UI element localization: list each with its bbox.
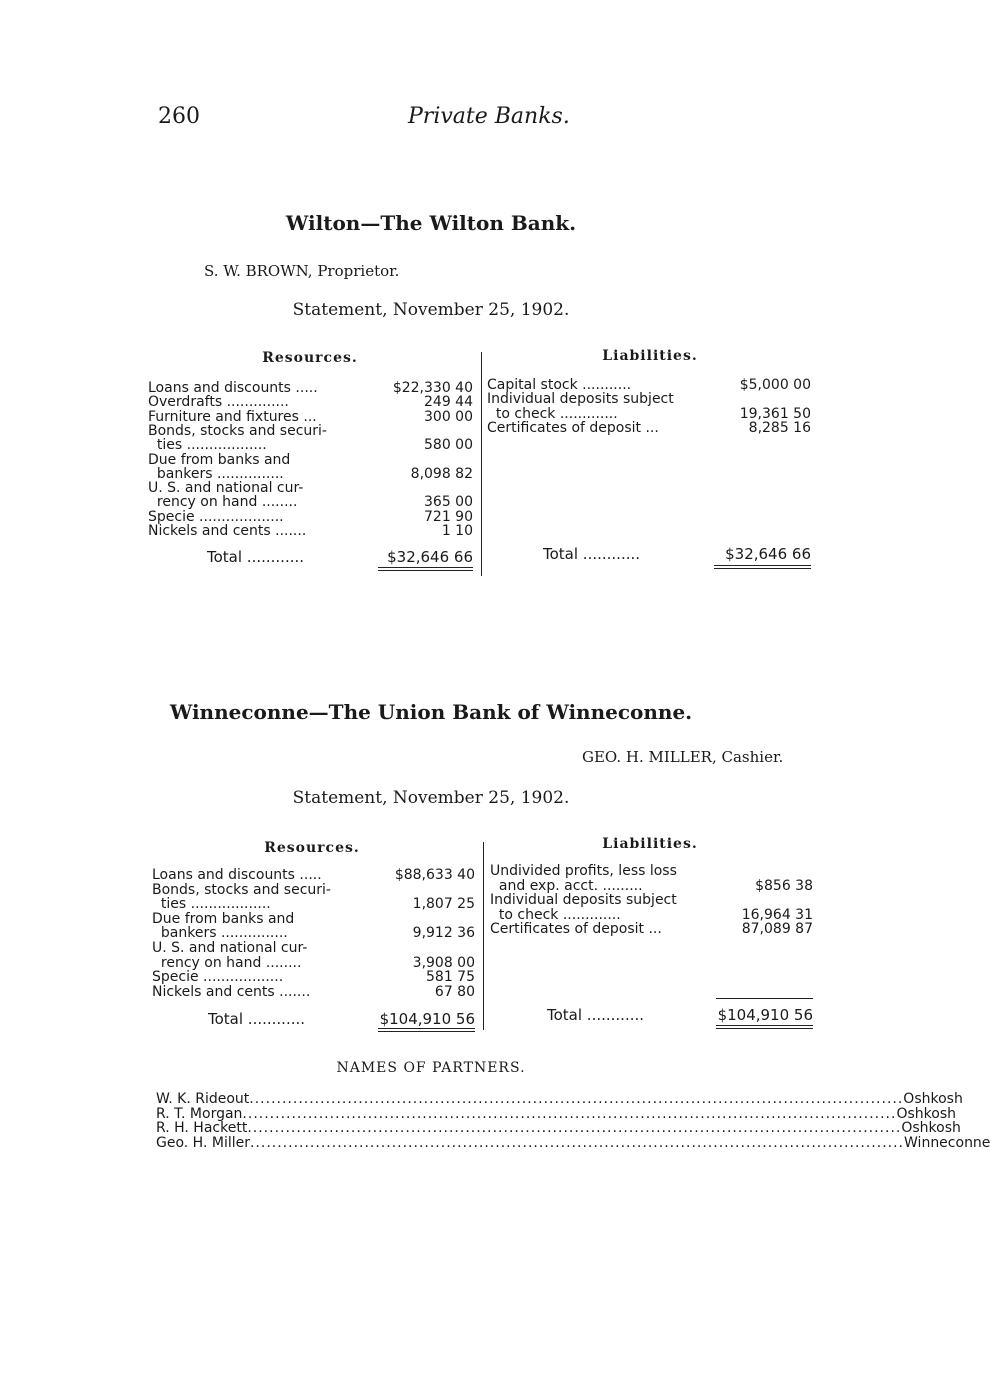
column-divider — [483, 842, 484, 1030]
double-rule — [378, 567, 473, 571]
line-label: Individual deposits subject — [487, 391, 674, 408]
bank-title: Wilton—The Wilton Bank. — [285, 211, 577, 235]
line-label: to check ............. — [487, 405, 618, 422]
bank-officer: GEO. H. MILLER, Cashier. — [582, 748, 784, 766]
page-number: 260 — [158, 104, 200, 129]
line-amount: $88,633 40 — [394, 867, 475, 883]
statement-line — [148, 524, 473, 539]
partner-city: Winneconne — [904, 1134, 990, 1151]
total-amount: $32,646 66 — [725, 545, 811, 563]
statement-line — [490, 864, 813, 879]
total-amount: $104,910 56 — [717, 1006, 813, 1024]
line-label: Loans and discounts ..... — [152, 867, 322, 883]
statement-line — [490, 893, 813, 908]
liabilities-heading: Liabilities. — [602, 836, 698, 852]
line-label: Due from banks and — [148, 451, 291, 468]
line-label: Certificates of deposit ... — [487, 419, 659, 436]
partner-city: Oshkosh — [903, 1091, 963, 1107]
line-label: Loans and discounts ..... — [148, 380, 318, 396]
partner-row — [156, 1120, 961, 1136]
bank-title: Winneconne—The Union Bank of Winneconne. — [169, 700, 693, 724]
line-amount: $22,330 40 — [392, 380, 473, 396]
line-label: bankers ............... — [152, 925, 288, 942]
line-label: Specie ................... — [148, 508, 284, 525]
line-label: Specie .................. — [152, 969, 284, 986]
line-amount: 8,285 16 — [748, 419, 811, 436]
partner-name: R. H. Hackett — [156, 1120, 248, 1136]
total-label: Total ............ — [543, 545, 641, 563]
line-label: U. S. and national cur- — [152, 940, 308, 956]
line-label: Undivided profits, less loss — [490, 863, 677, 879]
statement-date: Statement, November 25, 1902. — [292, 788, 570, 808]
total-label: Total ............ — [547, 1006, 645, 1024]
partner-name: R. T. Morgan — [156, 1105, 243, 1122]
partner-name: Geo. H. Miller — [156, 1134, 250, 1151]
resources-heading: Resources. — [264, 840, 360, 856]
line-amount: 16,964 31 — [741, 906, 813, 923]
statement-line — [490, 922, 813, 937]
partners-heading: NAMES OF PARTNERS. — [336, 1060, 526, 1076]
double-rule — [714, 565, 811, 569]
line-amount: 3,908 00 — [412, 954, 475, 971]
line-amount: 87,089 87 — [741, 921, 813, 938]
column-divider — [481, 352, 482, 576]
line-label: Bonds, stocks and securi- — [152, 881, 331, 898]
line-amount: 1,807 25 — [412, 896, 475, 913]
line-amount: $856 38 — [755, 877, 813, 894]
line-amount: 8,098 82 — [410, 465, 473, 482]
line-amount: 300 00 — [424, 408, 473, 425]
leader-dots: ........................................................................................................................ — [242, 1105, 897, 1122]
statement-line — [152, 868, 475, 883]
line-label: to check ............. — [490, 906, 621, 923]
line-label: Due from banks and — [152, 910, 295, 927]
partner-city: Oshkosh — [896, 1105, 956, 1122]
line-amount: $5,000 00 — [739, 377, 811, 393]
total-label: Total ............ — [208, 1010, 306, 1028]
line-label: Bonds, stocks and securi- — [148, 422, 327, 439]
line-label: rency on hand ........ — [152, 954, 302, 971]
statement-line — [152, 985, 475, 1000]
total-amount: $32,646 66 — [387, 548, 473, 566]
line-label: Certificates of deposit ... — [490, 921, 662, 938]
partner-row — [156, 1091, 963, 1107]
total-label: Total ............ — [207, 548, 305, 566]
leader-dots: ........................................................................................................................ — [249, 1134, 905, 1151]
double-rule — [716, 1025, 813, 1029]
line-amount: 580 00 — [424, 437, 473, 454]
line-label: U. S. and national cur- — [148, 480, 304, 497]
line-label: bankers ............... — [148, 465, 284, 482]
line-label: Overdrafts .............. — [148, 394, 289, 411]
partner-row — [156, 1105, 956, 1122]
statement-line — [152, 970, 475, 985]
rule-above-total — [716, 998, 813, 999]
line-label: ties .................. — [148, 437, 267, 454]
resources-heading: Resources. — [262, 350, 358, 366]
liabilities-heading: Liabilities. — [602, 348, 698, 364]
bank-officer: S. W. BROWN, Proprietor. — [204, 262, 400, 280]
leader-dots: ........................................................................................................................ — [249, 1091, 904, 1107]
line-amount: 581 75 — [426, 969, 475, 986]
line-amount: 721 90 — [424, 508, 473, 525]
line-label: Capital stock ........... — [487, 377, 632, 393]
line-label: Furniture and fixtures ... — [148, 408, 317, 425]
partner-name: W. K. Rideout — [156, 1091, 250, 1107]
statement-line — [148, 438, 473, 453]
running-title: Private Banks. — [408, 104, 570, 129]
total-amount: $104,910 56 — [379, 1010, 475, 1028]
line-label: rency on hand ........ — [148, 494, 298, 511]
line-amount: 19,361 50 — [739, 405, 811, 422]
line-label: Nickels and cents ....... — [152, 983, 311, 1000]
line-amount: 249 44 — [424, 394, 473, 411]
line-amount: 365 00 — [424, 494, 473, 511]
leader-dots: ........................................................................................................................ — [247, 1120, 902, 1136]
line-label: ties .................. — [152, 896, 271, 913]
statement-line — [152, 897, 475, 912]
partner-city: Oshkosh — [901, 1120, 961, 1136]
partner-row — [156, 1134, 990, 1151]
line-label: and exp. acct. ......... — [490, 877, 643, 894]
statement-line — [152, 941, 475, 956]
line-amount: 1 10 — [441, 523, 473, 539]
line-label: Individual deposits subject — [490, 892, 677, 909]
statement-line — [487, 421, 811, 436]
line-amount: 67 80 — [434, 983, 475, 1000]
statement-date: Statement, November 25, 1902. — [292, 300, 570, 320]
line-amount: 9,912 36 — [412, 925, 475, 942]
double-rule — [378, 1028, 475, 1032]
line-label: Nickels and cents ....... — [148, 523, 307, 539]
